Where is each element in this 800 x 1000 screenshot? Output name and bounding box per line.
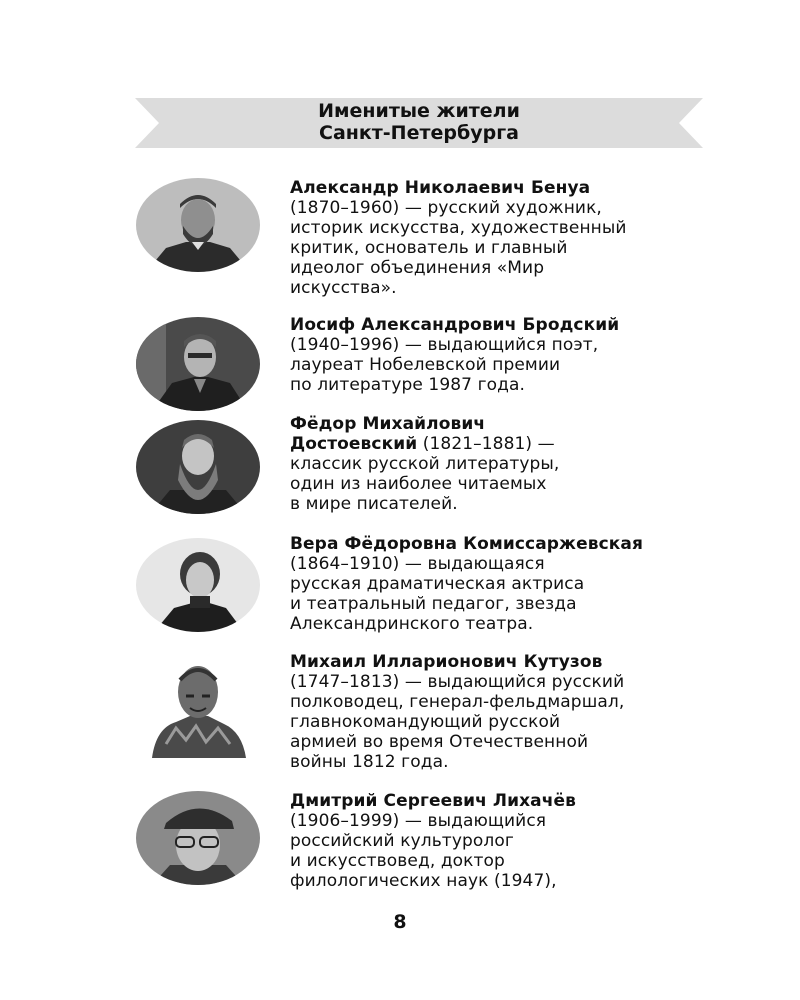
text-line <box>290 454 710 474</box>
description-text: (1821–1881) — <box>417 434 555 454</box>
title-line-1: Именитые жители <box>318 100 520 122</box>
komissarzhevskaya-portrait <box>136 538 260 632</box>
description-text: и искусствовед, доктор <box>290 851 505 871</box>
kutuzov-portrait <box>136 658 260 758</box>
text-line <box>290 355 710 375</box>
text-line <box>290 712 710 732</box>
description-text: классик русской литературы, <box>290 454 560 474</box>
text-line <box>290 335 710 355</box>
text-line <box>290 258 710 278</box>
text-line <box>290 218 710 238</box>
person-name: Александр Николаевич Бенуа <box>290 178 591 198</box>
title-banner <box>135 98 703 148</box>
dostoevsky-portrait <box>136 420 260 514</box>
description-text: (1747–1813) — выдающийся русский <box>290 672 625 692</box>
description-text: русская драматическая актриса <box>290 574 585 594</box>
page-number: 8 <box>393 911 407 933</box>
description-text: критик, основатель и главный <box>290 238 568 258</box>
description-text: Александринского театра. <box>290 614 534 634</box>
entry-text <box>290 315 710 395</box>
likhachev-portrait <box>136 791 260 885</box>
description-text: идеолог объединения «Мир <box>290 258 545 278</box>
description-text: один из наиболее читаемых <box>290 474 547 494</box>
description-text: главнокомандующий русской <box>290 712 561 732</box>
page-title <box>135 100 703 144</box>
text-line <box>290 278 710 298</box>
text-line <box>290 494 710 514</box>
description-text: российский культуролог <box>290 831 514 851</box>
description-text: войны 1812 года. <box>290 752 449 772</box>
description-text: по литературе 1987 года. <box>290 375 525 395</box>
text-line <box>290 474 710 494</box>
brodsky-portrait <box>136 317 260 411</box>
text-line <box>290 851 710 871</box>
text-line <box>290 652 710 672</box>
person-name: Фёдор Михайлович <box>290 414 486 434</box>
description-text: армией во время Отечественной <box>290 732 589 752</box>
text-line <box>290 692 710 712</box>
description-text: (1940–1996) — выдающийся поэт, <box>290 335 599 355</box>
description-text: полководец, генерал-фельдмаршал, <box>290 692 625 712</box>
description-text: (1870–1960) — русский художник, <box>290 198 602 218</box>
text-line <box>290 672 710 692</box>
text-line <box>290 752 710 772</box>
text-line <box>290 375 710 395</box>
person-name: Вера Фёдоровна Комиссаржевская <box>290 534 643 554</box>
description-text: лауреат Нобелевской премии <box>290 355 561 375</box>
text-line <box>290 178 710 198</box>
description-text: филологических наук (1947), <box>290 871 557 891</box>
description-text: в мире писателей. <box>290 494 458 514</box>
person-name: Михаил Илларионович Кутузов <box>290 652 603 672</box>
person-name: Дмитрий Сергеевич Лихачёв <box>290 791 577 811</box>
entry-text <box>290 791 710 891</box>
entry-text <box>290 414 710 514</box>
person-name: Достоевский <box>290 434 418 454</box>
entry-text <box>290 652 710 772</box>
text-line <box>290 811 710 831</box>
text-line <box>290 198 710 218</box>
description-text: и театральный педагог, звезда <box>290 594 577 614</box>
description-text: искусства». <box>290 278 397 298</box>
text-line <box>290 434 710 454</box>
entry-text <box>290 534 710 634</box>
text-line <box>290 791 710 811</box>
description-text: (1906–1999) — выдающийся <box>290 811 547 831</box>
text-line <box>290 871 710 891</box>
person-name: Иосиф Александрович Бродский <box>290 315 620 335</box>
text-line <box>290 315 710 335</box>
entry-text <box>290 178 710 298</box>
description-text: историк искусства, художественный <box>290 218 627 238</box>
text-line <box>290 414 710 434</box>
text-line <box>290 554 710 574</box>
benois-portrait <box>136 178 260 272</box>
text-line <box>290 831 710 851</box>
title-line-2: Санкт-Петербурга <box>319 122 519 144</box>
description-text: (1864–1910) — выдающаяся <box>290 554 545 574</box>
text-line <box>290 238 710 258</box>
text-line <box>290 614 710 634</box>
text-line <box>290 574 710 594</box>
text-line <box>290 732 710 752</box>
text-line <box>290 534 710 554</box>
text-line <box>290 594 710 614</box>
